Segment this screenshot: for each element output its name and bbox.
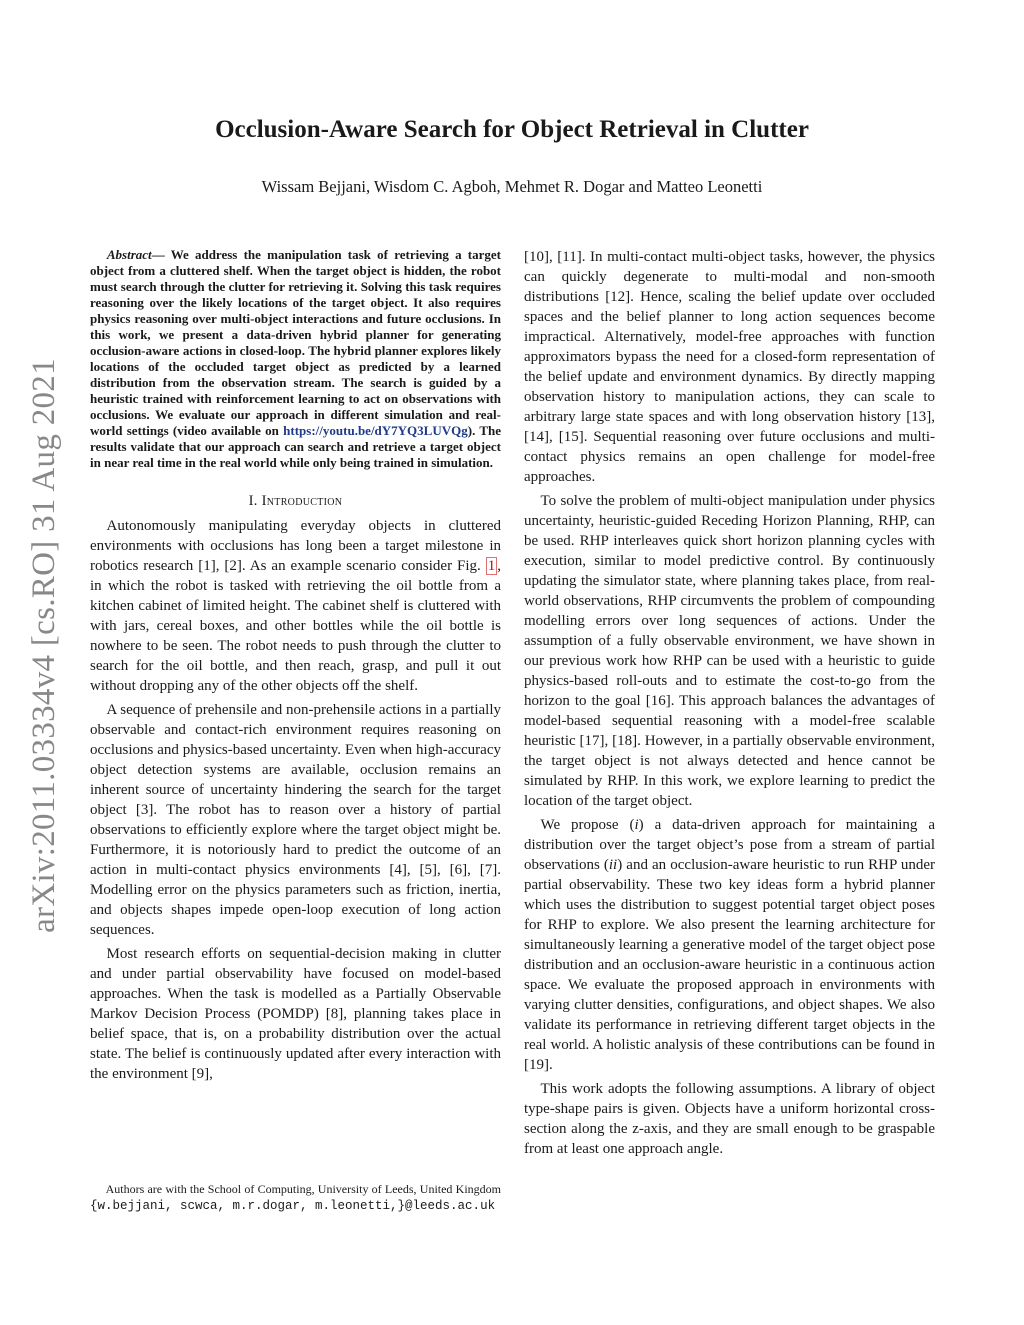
author-list: Wissam Bejjani, Wisdom C. Agboh, Mehmet R. Dogar and Matteo Leonetti [261,177,763,196]
right-paragraph-3 [524,815,935,1075]
section-number: I. [248,493,262,509]
intro-paragraph-2: A sequence of prehensile and non-prehensile actions in a partially observable and contact-rich environment requires reasoning on occlusions and physics-based uncertainty. Even when high-accuracy object detection systems are available, occlusion remains an inherent source of uncertainty hindering the search for the target object [3]. The robot has to reason over a history of partial observations to efficiently explore where the target object might be. Furthermore, it is notoriously hard to predict the outcome of an action in multi-contact physics environments [4], [5], [6], [7]. Modelling error on the physics parameters such as friction, inertia, and objects shapes impede open-loop execution of long action sequences. [90,702,501,938]
right-paragraph-2: To solve the problem of multi-object manipulation under physics uncertainty, heuristic-guided Receding Horizon Planning, RHP, can be used. RHP interleaves quick short horizon planning cycles with execution, similar to model predictive control. By continuously updating the simulator state, where planning takes place, from real-world observations, RHP circumvents the problem of compounding modelling errors over long sequences of actions. Under the assumption of a fully observable environment, we have shown in our previous work how RHP can be used with a heuristic to guide physics-based roll-outs and to estimate the cost-to-go from the horizon to the goal [16]. This approach balances the advantages of model-based sequential reasoning with a model-free scalable heuristic [17], [18]. However, in a partially observable environment, the target object is not always detected and hence cannot be simulated by RHP. In this work, we explore learning to predict the location of the target object. [524,493,935,809]
paper-title: Occlusion-Aware Search for Object Retrieval in Clutter [215,116,809,143]
right-paragraph-3-part-c: ) and an occlusion-aware heuristic to run RHP under partial observability. These two key ideas form a hybrid planner which uses the distribution to suggest potential target object poses for RHP to explore. We also present the learning architecture for simultaneously learning a generative model of the target object pose distribution and an occlusion-aware heuristic in a continuous action space. We evaluate the proposed approach in environments with varying clutter densities, configurations, and object shapes. We also validate its performance in retrieving different target objects in the real world. A holistic analysis of these contributions can be found in [19]. [524,857,935,1073]
intro-paragraph-3: Most research efforts on sequential-decision making in clutter and under partial observability have focused on model-based approaches. When the task is modelled as a Partially Observable Markov Decision Process (POMDP) [8], planning takes place in belief space, that is, on a probability distribution over the actual state. The belief is continuously updated after every interaction with the environment [9], [90,946,501,1082]
roman-numeral-i: i [634,817,639,833]
abstract-label: Abstract [106,247,152,262]
left-column [90,247,501,1088]
abstract-text-part-1: We address the manipulation task of retrieving a target object from a cluttered shelf. When the target object is hidden, the robot must search through the clutter for retrieving it. Solving this task requires reasoning over the likely locations of the target object. It also requires physics reasoning over multi-object interactions and future occlusions. In this work, we present a data-driven hybrid planner for generating occlusion-aware actions in closed-loop. The hybrid planner explores likely locations of the occluded target object as predicted by a learned distribution from the observation stream. The search is guided by a heuristic trained with reinforcement learning to act on observations with occlusions. We evaluate our approach in different simulation and real-world settings (video available on [90,247,502,438]
intro-paragraph-1 [90,516,501,696]
arxiv-identifier: arXiv:2011.03334v4 [cs.RO] 31 Aug 2021 [25,357,62,933]
right-paragraph-3-part-b: ) a data-driven approach for maintaining a distribution over the target object’s pose from a stream of partial observations ( [524,817,935,873]
intro-body-right [524,247,935,1159]
section-heading-introduction [90,493,501,510]
footnote-text: Authors are with the School of Computing, University of Leeds, United Kingdom [105,1182,501,1196]
author-affiliation-footnote [90,1182,501,1214]
abstract-dash: — [151,247,171,262]
arxiv-side-stamp [14,345,74,945]
figure-reference-link[interactable]: 1 [487,558,496,574]
right-column [524,247,935,1163]
footnote-emails: {w.bejjani, scwca, m.r.dogar, m.leonetti,}@leeds.ac.uk [90,1198,496,1213]
intro-body-left [90,516,501,1084]
video-link[interactable]: https://youtu.be/dY7YQ3LUVQg [283,423,468,438]
intro-paragraph-1-part-b: , in which the robot is tasked with retrieving the oil bottle from a kitchen cabinet of limited height. The cabinet shelf is cluttered with with jars, cereal boxes, and other bottles while the oil bottle is nowhere to be seen. The robot needs to push through the clutter to search for the oil bottle, and then reach, grasp, and pull it out without dropping any of the other objects off the shelf. [90,558,501,694]
roman-numeral-ii: ii [608,857,618,873]
right-paragraph-1: [10], [11]. In multi-contact multi-object tasks, however, the physics can quickly degenerate to multi-modal and non-smooth distributions [12]. Hence, scaling the belief update over occluded spaces and the belief planner to long action sequences become impractical. Alternatively, model-free approaches with function approximators bypass the need for a closed-form representation of the belief update and environment dynamics. By directly mapping observation history to manipulation actions, they can scale to arbitrary large state spaces and with long observation history [13], [14], [15]. Sequential reasoning over future occlusions and multi-contact physics remains an open challenge for model-free approaches. [524,249,935,485]
abstract [90,247,501,471]
right-paragraph-3-part-a: We propose ( [540,817,635,833]
intro-paragraph-1-part-a: Autonomously manipulating everyday objects in cluttered environments with occlusions has long been a target milestone in robotics research [1], [2]. As an example scenario consider Fig. [90,518,501,574]
abstract-text-part-2: ). The results validate that our approach can search and retrieve a target object in near real time in the real world while only being trained in simulation. [90,423,502,470]
section-title: Introduction [261,493,343,509]
right-paragraph-4: This work adopts the following assumptions. A library of object type-shape pairs is given. Objects have a uniform horizontal cross-section along the z-axis, and they are small enough to be graspable from at least one approach angle. [524,1081,935,1157]
